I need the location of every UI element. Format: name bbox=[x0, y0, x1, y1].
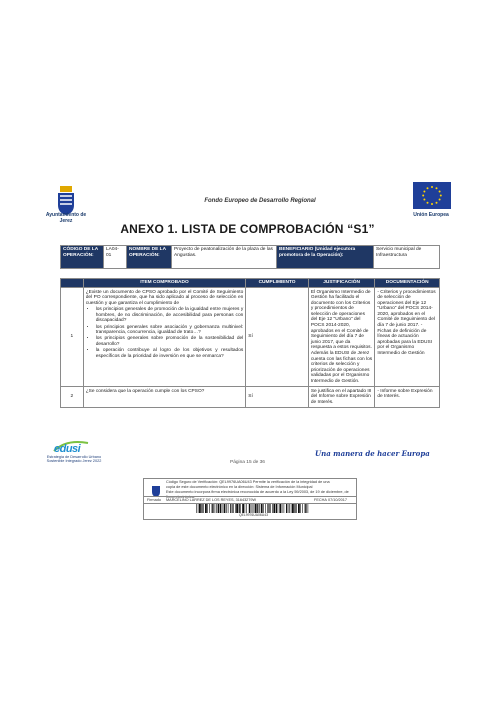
col-header-documentacion: DOCUMENTACIÓN bbox=[375, 279, 440, 288]
barcode-icon bbox=[196, 504, 311, 513]
row-number: 2 bbox=[61, 387, 84, 408]
item-bullets bbox=[86, 307, 244, 359]
cumplimiento-value: Sí bbox=[246, 387, 309, 408]
jerez-logo-text: Ayuntamiento de Jerez bbox=[45, 212, 87, 224]
verification-box bbox=[143, 478, 357, 520]
page-number: Página 15 de 36 bbox=[230, 460, 265, 465]
csv-code: QEL9976UA06U43 bbox=[219, 480, 252, 484]
list-item: • los principios generales sobre promoción de la sostenibilidad del desarrollo? bbox=[96, 336, 244, 347]
signature-row bbox=[144, 496, 356, 504]
edusi-subtitle: Estrategia de Desarrollo Urbano Sostenible Integrado Jerez 2022 bbox=[46, 455, 102, 464]
csv-copy-text: copia de este documento electrónico en la dirección: bbox=[166, 485, 255, 489]
table-row bbox=[61, 288, 440, 387]
firma-value: MARCELINO LARREZ DE LOS REYES, 31643279W bbox=[166, 498, 257, 502]
fecha-value: 07/10/2017 bbox=[328, 498, 348, 502]
firma-label: Firmado bbox=[147, 498, 161, 502]
list-item: • los principios generales de promoción de la igualdad entre mujeres y hombres, de no discriminación, de accesibilidad para personas con discapacidad? bbox=[96, 307, 244, 324]
fecha-label: FECHA bbox=[314, 498, 327, 502]
fund-name: Fondo Europeo de Desarrollo Regional bbox=[204, 198, 316, 204]
list-item: • los principios generales sobre asociación y gobernanza multinivel: transparencia, concurrencia, igualdad de trato…? bbox=[96, 325, 244, 336]
justificacion-value: Se justifica en el apartado III del Informe sobre Expresión de Interés. bbox=[308, 387, 374, 408]
nombre-value: Proyecto de peatonalización de la plaza de las Angustias. bbox=[172, 246, 277, 269]
item-intro: ¿Existe un documento de CPSO aprobado por el Comité de Seguimiento del PO correspondiente, que ha sido aplicado al proceso de selección en cuestión y que garantiza el cumplimiento de bbox=[85, 289, 244, 306]
col-header-cumplimiento: CUMPLIMIENTO bbox=[246, 279, 309, 288]
row-number: 1 bbox=[61, 288, 84, 387]
col-header-num bbox=[61, 279, 84, 288]
page-header bbox=[40, 180, 455, 222]
cumplimiento-value: Sí bbox=[246, 288, 309, 387]
checklist-table bbox=[60, 278, 440, 408]
csv-legal-text: Este documento incorpora firma electrónica reconocida de acuerdo a la Ley 59/2003, de 19 de diciembre, de firma electrónica. bbox=[166, 490, 349, 499]
edusi-wordmark: edusi bbox=[54, 443, 81, 455]
codigo-value: LA04-01 bbox=[104, 246, 127, 269]
table-header-row bbox=[61, 279, 440, 288]
codigo-label: CÓDIGO DE LA OPERACIÓN: bbox=[61, 246, 104, 269]
documentacion-value: - Informe sobre Expresión de Interés. bbox=[375, 387, 440, 408]
beneficiario-value: Servicio municipal de Infraestructura bbox=[374, 246, 440, 269]
item-intro: ¿Se considera que la operación cumple con los CPSO? bbox=[85, 388, 205, 394]
operation-info-table bbox=[60, 245, 440, 269]
item-checked bbox=[83, 387, 246, 408]
col-header-item: ITEM COMPROBADO bbox=[83, 279, 246, 288]
eu-logo-text: Unión Europea bbox=[413, 212, 449, 218]
eu-slogan: Una manera de hacer Europa bbox=[315, 449, 430, 458]
list-item: • la operación contribuye al logro de los objetivos y resultados específicos de la prioridad de inversión en que se enmarca? bbox=[96, 348, 244, 359]
csv-system: Sistema de Información Municipal bbox=[255, 485, 313, 489]
eu-flag-icon bbox=[413, 182, 451, 209]
table-row bbox=[61, 387, 440, 408]
justificacion-value: El Organismo Intermedio de Gestión ha facilitado el documento con los Criterios y procedimientos de selección de operaciones del Eje 12 "Urbano" del POCS 2014-2020, aprobados en el Comité de Seguimiento del día 7 de junio 2017, que da respuesta a estos requisitos. Además la EDUSI de Jerez cuenta con las fichas con los criterios de selección y priorización de operaciones validadas por el Organismo Intermedio de Gestión. bbox=[308, 288, 374, 387]
col-header-justificacion: JUSTIFICACIÓN bbox=[308, 279, 374, 288]
csv-label: Código Seguro de Verificación: bbox=[166, 480, 219, 484]
csv-desc: Permite la verificación de la integridad de una bbox=[252, 480, 330, 484]
nombre-label: NOMBRE DE LA OPERACIÓN: bbox=[127, 246, 172, 269]
item-checked bbox=[83, 288, 246, 387]
beneficiario-label: BENEFICIARIO (Unidad ejecutora promotora de la Operación): bbox=[277, 246, 374, 269]
page-title: ANEXO 1. LISTA DE COMPROBACIÓN “S1” bbox=[120, 222, 375, 236]
barcode-text: QEL9976UA06U43 bbox=[238, 513, 269, 517]
documentacion-value: - Criterios y procedimientos de selección de operaciones del Eje 12 "Urbano" del POCS 2014-2020, aprobados en el Comité de Seguimiento del día 7 de junio 2017. - Fichas de definición de líneas de actuación aprobadas para la EDUSI por el Organismo Intermedio de Gestión bbox=[375, 288, 440, 387]
